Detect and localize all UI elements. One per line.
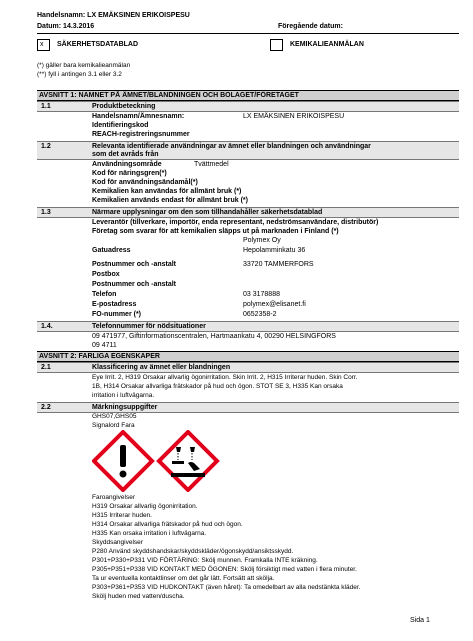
subsection-title: Märkningsuppgifter (92, 404, 158, 411)
product-name-label: Handelsnamn/Ämnesnamn: (92, 113, 185, 120)
street-label: Gatuadress (92, 247, 131, 254)
reach-label: REACH-registreringsnummer (92, 131, 190, 138)
precaution-statement-line: P303+P361+P353 VID HUDKONTAKT (även håret): Ta omedelbart av alla nedstänkta kläder. (92, 584, 361, 591)
hazard-statement-line: H335 Kan orsaka irritation i luftvägarna. (92, 530, 207, 537)
ghs-pictograms (92, 430, 220, 492)
classification-line: Eye Irrit. 2, H319 Orsakar allvarlig ögonirritation. Skin Irrit. 2, H315 Irriterar huden. Skin Corr. (92, 374, 358, 381)
note-fill-either: (**) fyll i antingen 3.1 eller 3.2 (37, 71, 122, 78)
subsection-number: 1.4. (41, 323, 53, 330)
hazard-statement-line: Faroangivelser (92, 494, 135, 501)
product-name-value: LX EMÄKSINEN ERIKOISPESU (243, 113, 345, 120)
subsection-2-1-header (37, 362, 459, 373)
section-2-header (37, 351, 459, 362)
industry-code-label: Kod för näringsgren(*) (92, 170, 167, 177)
subsection-2-2-header (37, 402, 459, 413)
subsection-number: 2.1 (41, 364, 51, 371)
subsection-number: 1.1 (41, 103, 51, 110)
subsection-title: Klassificering av ämnet eller blandningen (92, 364, 231, 371)
precaution-heading: Skyddsangivelser (92, 539, 143, 546)
public-use-label: Kemikalien kan användas för allmänt bruk (*) (92, 188, 242, 195)
supplier-label: Leverantör (tillverkare, importör, enda representant, nedströmsanvändare, distributör) (92, 219, 379, 226)
section-1-title: AVSNITT 1: NAMNET PÅ ÄMNET/BLANDNINGEN OCH BOLAGET/FÖRETAGET (39, 92, 299, 99)
subsection-title: Relevanta identifierade användningar av ämnet eller blandningen och användningar (92, 143, 371, 150)
classification-line: 1B, H314 Orsakar allvarliga frätskador på hud och ögon. STOT SE 3, H335 Kan orsaka (92, 383, 343, 390)
sds-label: SÄKERHETSDATABLAD (57, 41, 139, 48)
subsection-number: 1.2 (41, 143, 51, 150)
sds-checkbox[interactable] (37, 39, 50, 51)
signal-word: Signalord Fara (92, 422, 135, 429)
public-only-label: Kemikalien används endast för allmänt bruk (*) (92, 197, 248, 204)
precaution-statement-line: P301+P330+P331 VID FÖRTÄRING: Skölj munnen. Framkalla INTE kräkning. (92, 557, 318, 564)
subsection-1-4-header (37, 321, 459, 332)
subsection-1-3-header (37, 207, 459, 218)
ghs-codes: GHS07,GHS05 (92, 413, 137, 420)
hazard-statement-line: H314 Orsakar allvarliga frätskador på hud och ögon. (92, 521, 243, 528)
emergency-number-line-2: 09 4711 (92, 342, 117, 349)
document-date: Datum: 14.3.2016 (37, 23, 95, 30)
emergency-number-line: 09 471977, Giftinformationscentralen, Hartmaankatu 4, 00290 HELSINGFORS (92, 333, 336, 340)
precaution-statement-line: Skölj huden med vatten/duscha. (92, 593, 185, 600)
subsection-number: 2.2 (41, 404, 51, 411)
precaution-statement-line: Ta ur eventuella kontaktlinser om det går lätt. Fortsätt att skölja. (92, 575, 275, 582)
precaution-statement-line: P280 Använd skyddshandskar/skyddskläder/ögonskydd/ansiktsskydd. (92, 548, 294, 555)
section-1-header (37, 90, 459, 101)
postal-label: Postnummer och -anstalt (92, 261, 177, 268)
chem-notification-label: KEMIKALIEANMÄLAN (290, 41, 364, 48)
section-2-title: AVSNITT 2: FARLIGA EGENSKAPER (39, 353, 160, 360)
page-number: Sida 1 (410, 617, 430, 624)
street-value: Hepolamminkatu 36 (243, 247, 306, 254)
postbox-label: Postbox (92, 271, 120, 278)
phone-label: Telefon (92, 291, 117, 298)
subsection-title-cont: som det avråds från (92, 151, 159, 158)
phone-value: 03 3178888 (243, 291, 280, 298)
business-id-value: 0652358-2 (243, 311, 277, 318)
email-value[interactable]: polymex@elisanet.fi (243, 301, 306, 308)
use-area-value: Tvättmedel (194, 161, 229, 168)
subsection-title: Telefonnummer för nödsituationer (92, 323, 206, 330)
subsection-title: Närmare upplysningar om den som tillhandahåller säkerhetsdatablad (92, 209, 323, 216)
subsection-title: Produktbeteckning (92, 103, 156, 110)
responsible-company-label: Företag som svarar för att kemikalien släpps ut på marknaden i Finland (*) (92, 228, 339, 235)
exclamation-mark-icon (94, 432, 152, 490)
purpose-code-label: Kod för användningsändamål(*) (92, 179, 198, 186)
company-name: Polymex Oy (243, 237, 281, 244)
identification-code-label: Identifieringskod (92, 122, 149, 129)
corrosion-icon (159, 432, 217, 490)
hazard-statement-line: H319 Orsakar allvarlig ögonirritation. (92, 503, 198, 510)
previous-date: Föregående datum: (278, 23, 343, 30)
header-divider (37, 33, 459, 34)
subsection-1-1-header (37, 101, 459, 112)
subsection-number: 1.3 (41, 209, 51, 216)
use-area-label: Användningsområde (92, 161, 162, 168)
subsection-1-2-header (37, 141, 459, 160)
precaution-statement-line: P305+P351+P338 VID KONTAKT MED ÖGONEN: Skölj försiktigt med vatten i flera minuter. (92, 566, 357, 573)
sds-check-mark: x (40, 41, 44, 48)
note-chem-only: (*) gäller bara kemikalieanmälan (37, 62, 131, 69)
classification-line: irritation i luftvägarna. (92, 392, 155, 399)
business-id-label: FO-nummer (*) (92, 311, 141, 318)
email-label: E-postadress (92, 301, 137, 308)
postal-2-label: Postnummer och -anstalt (92, 281, 177, 288)
trade-name: Handelsnamn: LX EMÄKSINEN ERIKOISPESU (37, 12, 190, 19)
chem-notification-checkbox[interactable] (270, 39, 283, 51)
hazard-statement-line: H315 Irriterar huden. (92, 512, 152, 519)
postal-value: 33720 TAMMERFORS (243, 261, 314, 268)
